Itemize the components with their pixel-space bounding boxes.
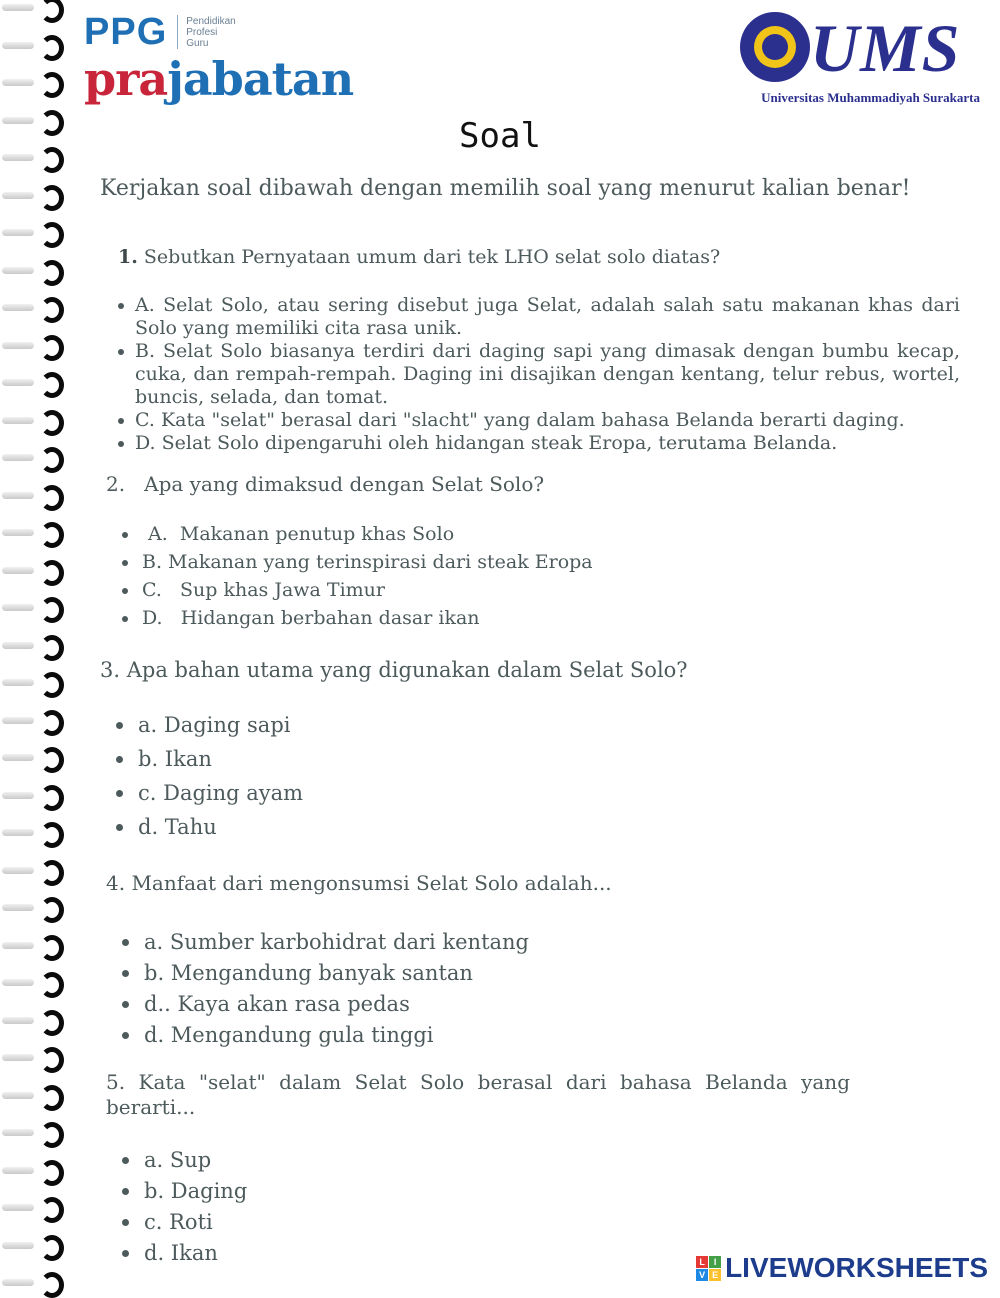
prajabatan-part-a: pra xyxy=(84,52,168,106)
logo-square: I xyxy=(709,1256,721,1268)
spiral-ring xyxy=(2,709,68,731)
spiral-ring xyxy=(2,446,68,468)
spiral-ring xyxy=(2,859,68,881)
liveworksheets-logo xyxy=(696,1252,988,1284)
option-item[interactable]: D. Hidangan berbahan dasar ikan xyxy=(120,604,593,632)
option-item[interactable]: b. Ikan xyxy=(114,742,303,776)
spiral-ring xyxy=(2,71,68,93)
logo-divider xyxy=(177,15,178,49)
option-item[interactable]: D. Selat Solo dipengaruhi oleh hidangan steak Eropa, terutama Belanda. xyxy=(118,432,960,455)
spiral-ring xyxy=(2,784,68,806)
option-item[interactable]: b. Daging xyxy=(120,1176,247,1207)
spiral-ring xyxy=(2,896,68,918)
spiral-ring xyxy=(2,221,68,243)
logo-square: V xyxy=(696,1269,708,1281)
spiral-ring xyxy=(2,746,68,768)
option-item[interactable]: d.. Kaya akan rasa pedas xyxy=(120,989,529,1020)
spiral-ring xyxy=(2,1159,68,1181)
spiral-ring xyxy=(2,334,68,356)
instruction-text: Kerjakan soal dibawah dengan memilih soal yang menurut kalian benar! xyxy=(100,176,911,201)
spiral-ring xyxy=(2,1121,68,1143)
option-item[interactable]: a. Sumber karbohidrat dari kentang xyxy=(120,927,529,958)
ppg-small-line: Guru xyxy=(186,37,209,49)
option-item[interactable]: a. Daging sapi xyxy=(114,708,303,742)
spiral-ring xyxy=(2,409,68,431)
spiral-ring xyxy=(2,934,68,956)
spiral-binding xyxy=(0,0,70,1294)
option-item[interactable]: d. Tahu xyxy=(114,810,303,844)
option-item[interactable]: C. Kata "selat" berasal dari "slacht" yang dalam bahasa Belanda berarti daging. xyxy=(118,409,960,432)
spiral-ring xyxy=(2,1084,68,1106)
logo-square: L xyxy=(696,1256,708,1268)
question-1-options xyxy=(118,294,960,455)
spiral-ring xyxy=(2,1271,68,1293)
ums-logo xyxy=(740,10,980,110)
spiral-ring xyxy=(2,0,68,18)
spiral-ring xyxy=(2,971,68,993)
question-2: 2. Apa yang dimaksud dengan Selat Solo? xyxy=(106,472,545,496)
spiral-ring xyxy=(2,1196,68,1218)
liveworksheets-brand-text: LIVEWORKSHEETS xyxy=(725,1252,988,1283)
spiral-ring xyxy=(2,484,68,506)
option-item[interactable]: c. Roti xyxy=(120,1207,247,1238)
ppg-logo-text: PPG xyxy=(84,11,168,53)
question-text: Sebutkan Pernyataan umum dari tek LHO selat solo diatas? xyxy=(143,246,721,268)
spiral-ring xyxy=(2,821,68,843)
liveworksheets-icon xyxy=(696,1256,721,1281)
option-item[interactable]: a. Sup xyxy=(120,1145,247,1176)
spiral-ring xyxy=(2,296,68,318)
ums-university-name: Universitas Muhammadiyah Surakarta xyxy=(761,90,980,105)
ums-seal-icon xyxy=(740,12,810,82)
ppg-prajabatan-logo xyxy=(84,12,353,104)
spiral-ring xyxy=(2,1234,68,1256)
option-item[interactable]: C. Sup khas Jawa Timur xyxy=(120,576,593,604)
option-item[interactable]: d. Ikan xyxy=(120,1238,247,1269)
ums-logo-text: UMS xyxy=(810,10,961,86)
option-item[interactable]: c. Daging ayam xyxy=(114,776,303,810)
question-number: 1. xyxy=(118,246,138,268)
spiral-ring xyxy=(2,371,68,393)
spiral-ring xyxy=(2,671,68,693)
question-2-options xyxy=(120,520,593,632)
spiral-ring xyxy=(2,184,68,206)
option-item[interactable]: b. Mengandung banyak santan xyxy=(120,958,529,989)
spiral-ring xyxy=(2,521,68,543)
spiral-ring xyxy=(2,1009,68,1031)
question-5-options xyxy=(120,1145,247,1269)
page-title: Soal xyxy=(459,116,541,156)
ppg-logo-subtitle xyxy=(186,16,235,49)
spiral-ring xyxy=(2,596,68,618)
ppg-small-line: Pendidikan xyxy=(186,15,236,27)
prajabatan-part-b: jabatan xyxy=(167,52,354,106)
spiral-ring xyxy=(2,259,68,281)
question-1 xyxy=(118,246,720,268)
question-3-options xyxy=(114,708,303,844)
spiral-ring xyxy=(2,1046,68,1068)
option-item[interactable]: B. Selat Solo biasanya terdiri dari daging sapi yang dimasak dengan bumbu kecap, cuka, dan rempah-rempah. Daging ini disajikan dengan kentang, telur rebus, wortel, buncis, selada, dan tomat. xyxy=(118,340,960,409)
question-4: 4. Manfaat dari mengonsumsi Selat Solo adalah... xyxy=(106,871,612,895)
spiral-ring xyxy=(2,34,68,56)
option-item[interactable]: A. Selat Solo, atau sering disebut juga Selat, adalah salah satu makanan khas dari Solo yang memiliki cita rasa unik. xyxy=(118,294,960,340)
ppg-small-line: Profesi xyxy=(186,26,218,38)
prajabatan-logo-text xyxy=(84,54,353,104)
option-item[interactable]: B. Makanan yang terinspirasi dari steak Eropa xyxy=(120,548,593,576)
logo-square: E xyxy=(709,1269,721,1281)
spiral-ring xyxy=(2,634,68,656)
spiral-ring xyxy=(2,559,68,581)
question-3: 3. Apa bahan utama yang digunakan dalam Selat Solo? xyxy=(100,658,688,682)
question-5: 5. Kata "selat" dalam Selat Solo berasal dari bahasa Belanda yang berarti... xyxy=(106,1070,850,1119)
question-4-options xyxy=(120,927,529,1051)
option-item[interactable]: d. Mengandung gula tinggi xyxy=(120,1020,529,1051)
option-item[interactable]: A. Makanan penutup khas Solo xyxy=(120,520,593,548)
